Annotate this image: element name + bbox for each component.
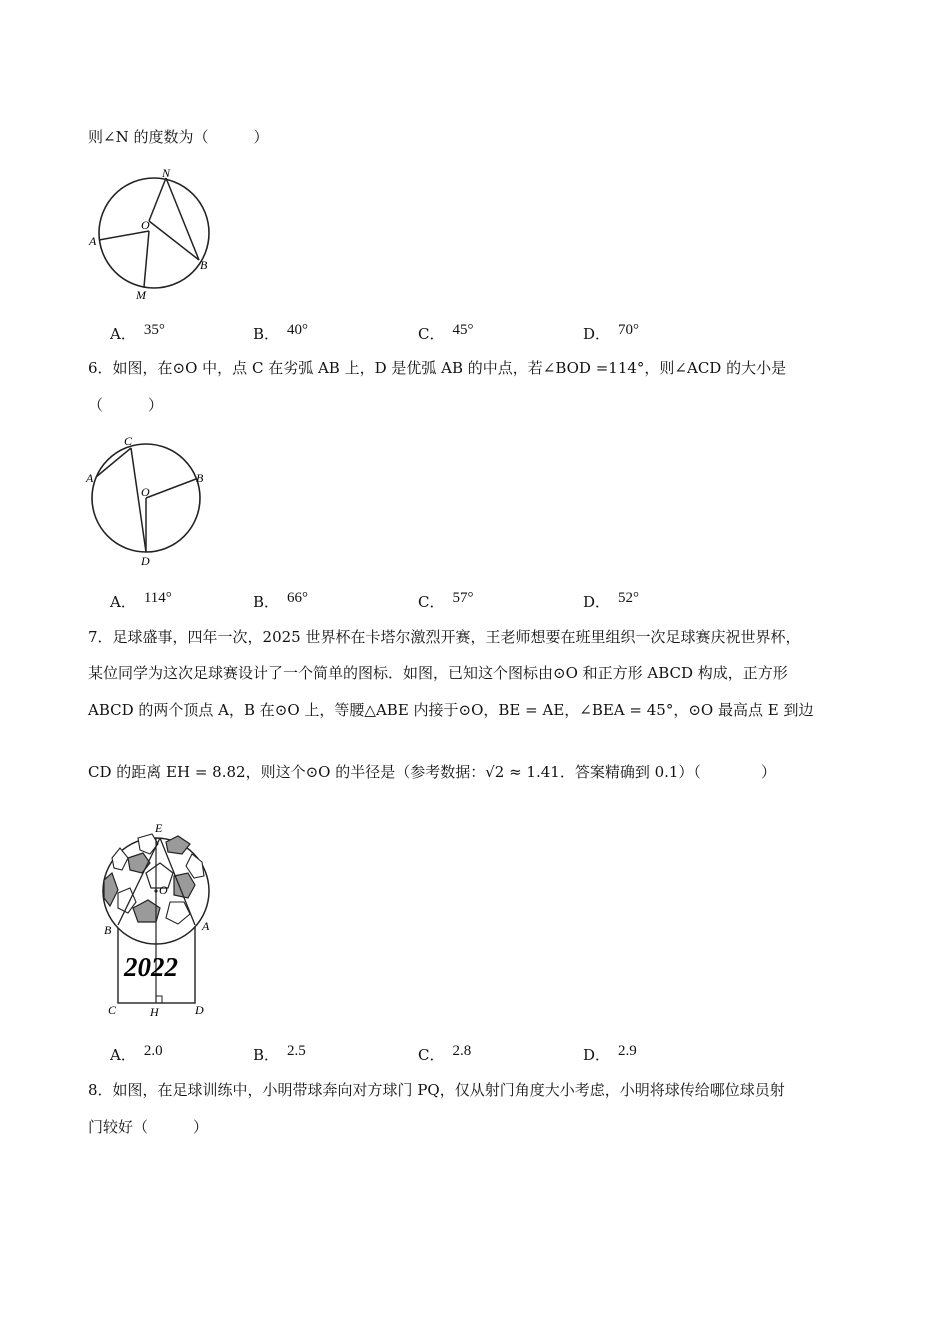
q6-label-d: D [141, 554, 150, 568]
q7-label-e: E [155, 821, 163, 835]
q5-label-o: O [141, 218, 150, 232]
q5-circle-figure [86, 165, 221, 305]
q6-label-b: B [196, 471, 204, 485]
q5-text: 则∠N 的度数为（ ） [88, 128, 269, 146]
q8-text-line1: 8．如图，在足球训练中，小明带球奔向对方球门 PQ，仅从射门角度大小考虑，小明将球传给哪位球员射 [88, 1081, 785, 1099]
q7-label-d: D [195, 1003, 204, 1017]
q5-label-n: N [162, 166, 171, 180]
q7-label-h: H [150, 1005, 159, 1019]
q7-text-line4: CD 的距离 EH = 8.82，则这个⊙O 的半径是（参考数据：√2 ≈ 1.41．答案精确到 0.1）（ ） [88, 763, 776, 781]
q5-label-a: A [89, 234, 97, 248]
q7-text-line3: ABCD 的两个顶点 A，B 在⊙O 上，等腰△ABE 内接于⊙O，BE = AE，∠BEA = 45°，⊙O 最高点 E 到边 [88, 701, 814, 719]
q6-option-d: D． 52° [583, 590, 640, 611]
q6-text-line1: 6．如图，在⊙O 中，点 C 在劣弧 AB 上，D 是优弧 AB 的中点，若∠BOD =114°，则∠ACD 的大小是 [88, 359, 787, 377]
q7-label-c: C [108, 1003, 117, 1017]
q7-option-b: B． 2.5 [253, 1043, 306, 1064]
q6-option-c: C． 57° [418, 590, 474, 611]
q6-label-o: O [141, 485, 150, 499]
q7-text-line2: 某位同学为这次足球赛设计了一个简单的图标．如图，已知这个图标由⊙O 和正方形 ABCD 构成，正方形 [88, 664, 788, 682]
q6-option-b: B． 66° [253, 590, 309, 611]
q7-label-a: A [202, 919, 210, 933]
q8-text-line2: 门较好（ ） [88, 1118, 209, 1136]
q6-label-a: A [86, 471, 94, 485]
q6-circle-figure [84, 432, 214, 572]
q6-text-line2: （ ） [88, 396, 164, 414]
q6-label-c: C [124, 434, 133, 448]
q5-label-m: M [136, 288, 146, 302]
q5-label-b: B [200, 258, 208, 272]
q7-soccer-logo-figure [98, 818, 223, 1023]
q7-label-o: O [159, 883, 168, 897]
q7-label-b: B [104, 923, 112, 937]
q7-option-c: C． 2.8 [418, 1043, 472, 1064]
q7-logo-text: 2022 [124, 952, 178, 982]
q7-text-line1: 7．足球盛事，四年一次，2025 世界杯在卡塔尔激烈开赛，王老师想要在班里组织一次足球赛庆祝世界杯， [88, 628, 801, 646]
q5-option-d: D． 70° [583, 322, 640, 343]
q7-option-d: D． 2.9 [583, 1043, 637, 1064]
q5-option-b: B． 40° [253, 322, 309, 343]
q7-option-a: A． 2.0 [110, 1043, 163, 1064]
q5-option-c: C． 45° [418, 322, 474, 343]
q5-option-a: A． 35° [110, 322, 165, 343]
q6-option-a: A． 114° [110, 590, 172, 611]
